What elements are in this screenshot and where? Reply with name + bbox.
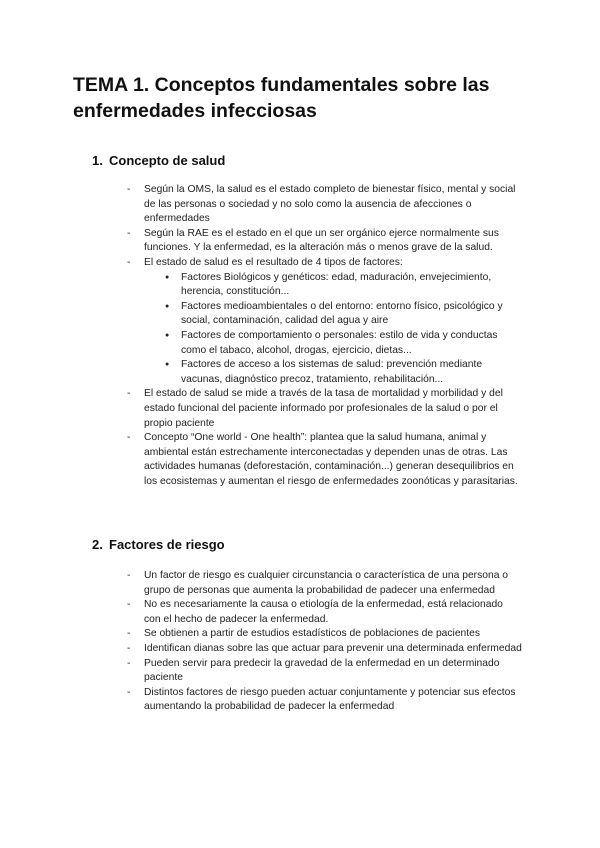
list-item: - Identifican dianas sobre las que actuar para prevenir una determinada enfermedad [127, 642, 522, 657]
list-item: ● Factores Biológicos y genéticos: edad, maduración, envejecimiento, herencia, constitución... [144, 271, 522, 300]
list-item: - Según la RAE es el estado en el que un ser orgánico ejerce normalmente sus funciones. Y la enfermedad, es la alteración más o menos grave de la salud. [127, 227, 522, 256]
list-item: - El estado de salud se mide a través de la tasa de mortalidad y morbilidad y del estado funcional del paciente informado por profesionales de la salud o por el propio paciente [127, 387, 522, 431]
list-item: - Según la OMS, la salud es el estado completo de bienestar físico, mental y social de las personas o sociedad y no solo como la ausencia de afecciones o enfermedades [127, 183, 522, 227]
factores-riesgo-list [127, 569, 522, 715]
list-item: - Concepto “One world - One health”: plantea que la salud humana, animal y ambiental están estrechamente interconectadas y dependen unas de otras. Las actividades humanas (deforestación, contaminación...) generan desequilibrios en los ecosistemas y aumentan el riesgo de enfermedades zoonóticas y parasitarias. [127, 431, 522, 489]
section-number: 1. [92, 153, 103, 168]
list-item: - No es necesariamente la causa o etiología de la enfermedad, está relacionado con el hecho de padecer la enfermedad. [127, 598, 522, 627]
list-item: ● Factores de comportamiento o personales: estilo de vida y conductas como el tabaco, alcohol, drogas, ejercicio, dietas... [144, 329, 522, 358]
page-title: TEMA 1. Conceptos fundamentales sobre las enfermedades infecciosas [73, 74, 490, 122]
list-item: - Un factor de riesgo es cualquier circunstancia o característica de una persona o grupo de personas que aumenta la probabilidad de padecer una enfermedad [127, 569, 522, 598]
section-number: 2. [92, 537, 103, 552]
concepto-salud-list [127, 183, 522, 489]
list-item: - Distintos factores de riesgo pueden actuar conjuntamente y potenciar sus efectos aumentando la probabilidad de padecer la enfermedad [127, 686, 522, 715]
section-title: Factores de riesgo [109, 537, 225, 552]
section-title: Concepto de salud [109, 153, 226, 168]
section-heading-concepto-de-salud [92, 153, 225, 169]
list-item: - Pueden servir para predecir la gravedad de la enfermedad en un determinado paciente [127, 657, 522, 686]
list-item: ● Factores de acceso a los sistemas de salud: prevención mediante vacunas, diagnóstico precoz, tratamiento, rehabilitación... [144, 358, 522, 387]
health-factors-list [144, 271, 522, 388]
list-item: - Se obtienen a partir de estudios estadísticos de poblaciones de pacientes [127, 627, 522, 642]
section-heading-factores-de-riesgo [92, 537, 225, 553]
list-item: - El estado de salud es el resultado de 4 tipos de factores: ● Factores Biológicos y genéticos: edad, maduración, envejecimiento, herencia, constitución... ● Factores medioambientales o del entorno: entorno físico, psicológico y social, contaminación, calidad del agua y aire ● Factores de comportamiento o personales: estilo de vida y conductas como el tabaco, alcohol, drogas, ejercicio, dietas... ● Factores de acceso a los sistemas de salud: prevención mediante vacunas, diagnóstico precoz, tratamiento, rehabilitación... [127, 256, 522, 387]
list-item: ● Factores medioambientales o del entorno: entorno físico, psicológico y social, contaminación, calidad del agua y aire [144, 300, 522, 329]
